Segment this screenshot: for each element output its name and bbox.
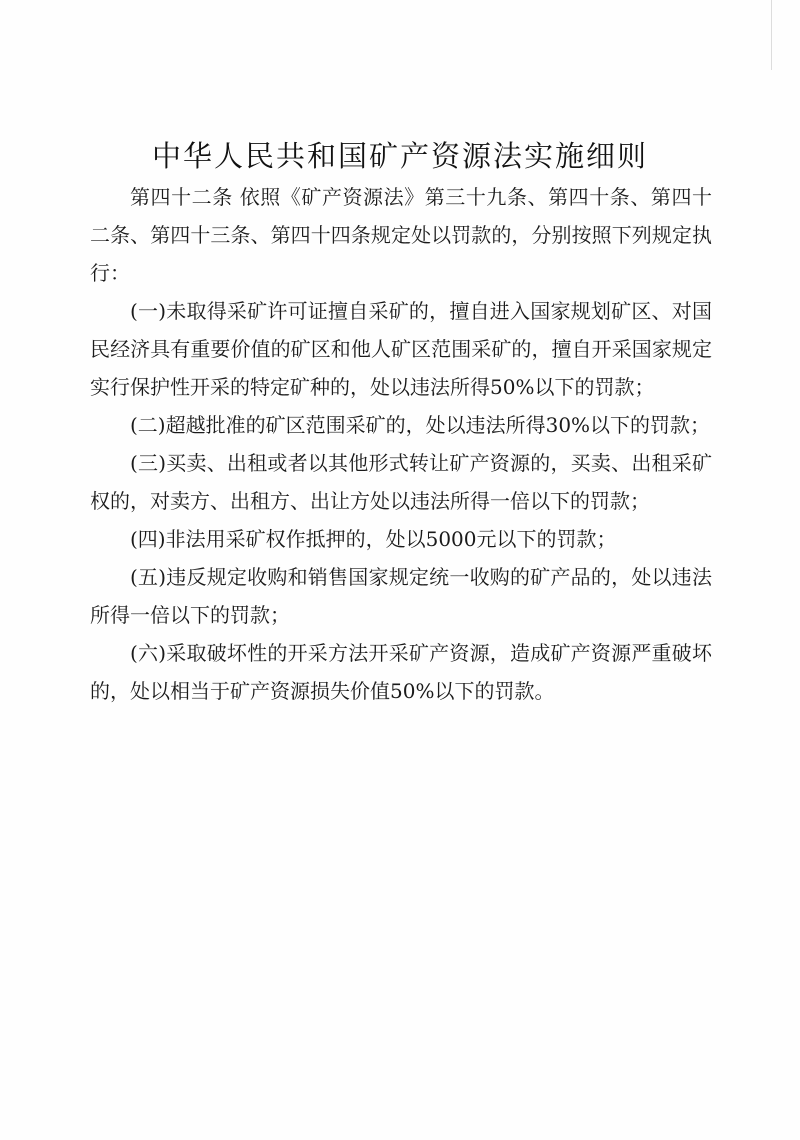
article-item-3: (三)买卖、出租或者以其他形式转让矿产资源的，买卖、出租采矿权的，对卖方、出租方、出让方处以违法所得一倍以下的罚款； [90, 451, 712, 513]
article-item-2: (二)超越批准的矿区范围采矿的，处以违法所得30%以下的罚款； [130, 413, 711, 437]
article-intro: 第四十二条 依照《矿产资源法》第三十九条、第四十条、第四十二条、第四十三条、第四十四条规定处以罚款的，分别按照下列规定执行： [90, 185, 712, 285]
document-body [90, 178, 712, 710]
article-item-1: (一)未取得采矿许可证擅自采矿的，擅自进入国家规划矿区、对国民经济具有重要价值的矿区和他人矿区范围采矿的，擅自开采国家规定实行保护性开采的特定矿种的，处以违法所得50%以下的罚款； [90, 299, 712, 399]
document-title: 中华人民共和国矿产资源法实施细则 [151, 139, 648, 173]
article-item-5: (五)违反规定收购和销售国家规定统一收购的矿产品的，处以违法所得一倍以下的罚款； [90, 565, 712, 627]
page-edge-mark [771, 0, 772, 70]
article-item-6: (六)采取破坏性的开采方法开采矿产资源，造成矿产资源严重破坏的，处以相当于矿产资源损失价值50%以下的罚款。 [90, 641, 712, 703]
article-item-4: (四)非法用采矿权作抵押的，处以5000元以下的罚款； [130, 527, 617, 551]
